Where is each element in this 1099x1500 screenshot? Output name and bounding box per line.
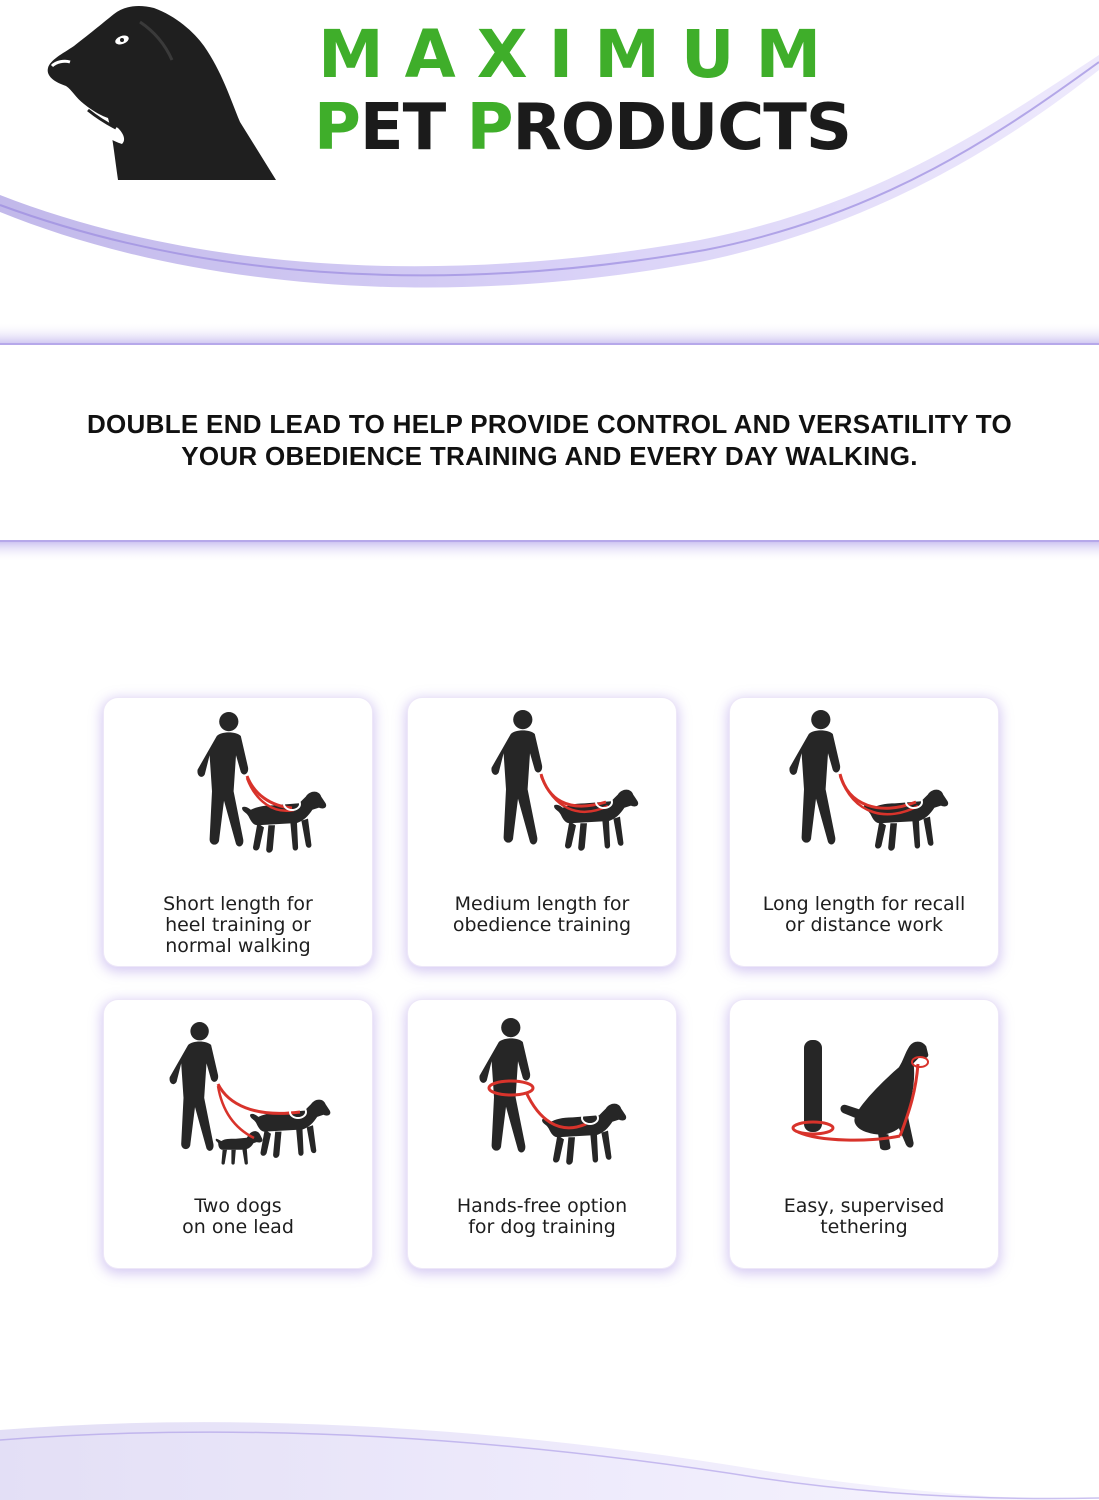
- footer-swoosh: [0, 1422, 1099, 1500]
- headline-line-1: DOUBLE END LEAD TO HELP PROVIDE CONTROL AND VERSATILITY TO: [86, 409, 1013, 439]
- card-caption: Long length for recall or distance work: [762, 893, 966, 936]
- headline-band-bottom: [0, 540, 1099, 542]
- feature-card-two-dogs: [104, 1000, 372, 1268]
- headline-line-2: YOUR OBEDIENCE TRAINING AND EVERY DAY WALKING.: [181, 441, 918, 471]
- headline: [40, 408, 1059, 472]
- dog-head-logo: [44, 2, 280, 184]
- feature-card-medium-length: [408, 698, 676, 966]
- card-caption: Medium length for obedience training: [452, 893, 632, 936]
- card-caption: Short length for heel training or normal walking: [163, 893, 313, 957]
- card-caption: Two dogs on one lead: [182, 1195, 294, 1238]
- headline-band-top: [0, 322, 1099, 344]
- card-caption: Hands-free option for dog training: [456, 1195, 628, 1238]
- brand-name-bottom: PET PRODUCTS: [314, 91, 851, 165]
- feature-card-tethering: [730, 1000, 998, 1268]
- feature-card-hands-free: [408, 1000, 676, 1268]
- feature-card-long-length: [730, 698, 998, 966]
- brand-name-top: MAXIMUM: [318, 16, 843, 93]
- feature-card-short-length: [104, 698, 372, 966]
- card-caption: Easy, supervised tethering: [783, 1195, 945, 1238]
